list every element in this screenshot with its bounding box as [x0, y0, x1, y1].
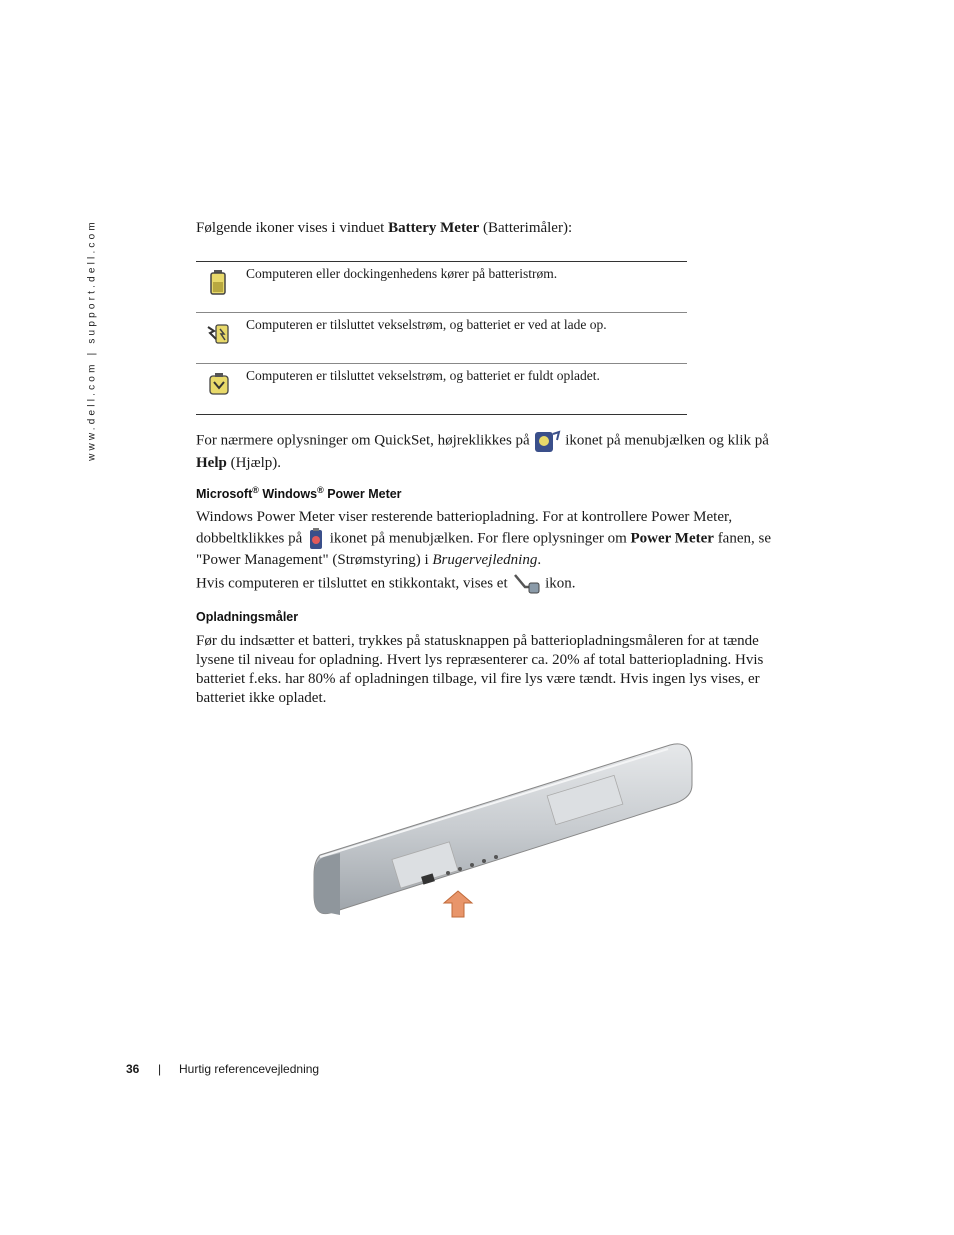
registered-mark: ®	[317, 485, 324, 495]
heading-part: Power Meter	[323, 487, 402, 502]
plug-text-end: ikon.	[541, 575, 576, 592]
pm-line: "Power Management" (Strømstyring) i	[196, 552, 433, 568]
plug-paragraph	[196, 571, 796, 597]
quickset-icon	[533, 428, 561, 454]
table-row	[196, 364, 687, 414]
help-bold: Help	[196, 455, 227, 471]
table-row	[196, 262, 687, 313]
heading-part: Windows	[258, 487, 318, 502]
pm-line: ikonet på menubjælken. For flere oplysninger om	[325, 530, 631, 547]
footer-title: Hurtig referencevejledning	[179, 1062, 320, 1076]
pm-bold: Power Meter	[630, 530, 714, 547]
battery-illustration	[300, 725, 700, 925]
cg-line: batteriet f.eks. har 80% af opladningen tilbage, vil fire lys være tændt. Hvis ingen lys vises, er	[196, 671, 760, 687]
battery-icon	[206, 268, 232, 296]
quickset-text-end: ikonet på menubjælken og klik på	[561, 432, 769, 449]
cg-line: Før du indsætter et batteri, trykkes på statusknappen på batteriopladningsmåleren for at tænde	[196, 633, 759, 649]
battery-charging-icon	[206, 319, 232, 347]
power-meter-heading	[196, 485, 402, 501]
pm-line: .	[537, 552, 542, 568]
intro-text-end: (Batterimåler):	[479, 220, 573, 236]
registered-mark: ®	[252, 485, 259, 495]
battery-full-plug-icon	[206, 370, 232, 398]
pm-italic: Brugervejledning	[432, 552, 538, 568]
pm-line: fanen, se	[713, 530, 771, 547]
sidebar-url-text: www.dell.com | support.dell.com	[86, 219, 98, 461]
quickset-paragraph	[196, 428, 796, 473]
help-text: (Hjælp).	[226, 455, 282, 471]
footer-separator: |	[158, 1062, 162, 1076]
quickset-text: For nærmere oplysninger om QuickSet, højreklikkes på	[196, 432, 534, 449]
charge-gauge-paragraph	[196, 632, 796, 708]
pm-line: Windows Power Meter viser resterende batteriopladning. For at kontrollere Power Meter,	[196, 509, 733, 525]
intro-bold: Battery Meter	[388, 220, 480, 236]
sidebar-url	[85, 219, 99, 461]
table-row	[196, 313, 687, 364]
row-text: Computeren er tilsluttet vekselstrøm, og batteriet er fuldt opladet.	[246, 368, 600, 383]
cg-line: lysene til niveau for opladning. Hvert lys repræsenterer ca. 20% af total batteriopladning. Hvis	[196, 652, 764, 668]
power-meter-battery-icon	[306, 527, 326, 551]
power-meter-paragraph	[196, 508, 796, 570]
plug-text: Hvis computeren er tilsluttet en stikkontakt, vises et	[196, 575, 512, 592]
arrow-up-icon	[444, 891, 472, 917]
icon-table	[196, 261, 687, 415]
pm-line: dobbeltklikkes på	[196, 530, 306, 547]
intro-paragraph	[196, 219, 796, 238]
heading-part: Microsoft	[196, 487, 253, 502]
cg-line: batteriet ikke opladet.	[196, 690, 327, 706]
row-text: Computeren er tilsluttet vekselstrøm, og batteriet er ved at lade op.	[246, 317, 607, 332]
intro-text: Følgende ikoner vises i vinduet	[196, 220, 389, 236]
ac-plug-icon	[511, 571, 541, 597]
charge-gauge-heading: Opladningsmåler	[196, 610, 299, 624]
page-number: 36	[126, 1062, 140, 1076]
row-text: Computeren eller dockingenhedens kører på batteristrøm.	[246, 266, 558, 281]
